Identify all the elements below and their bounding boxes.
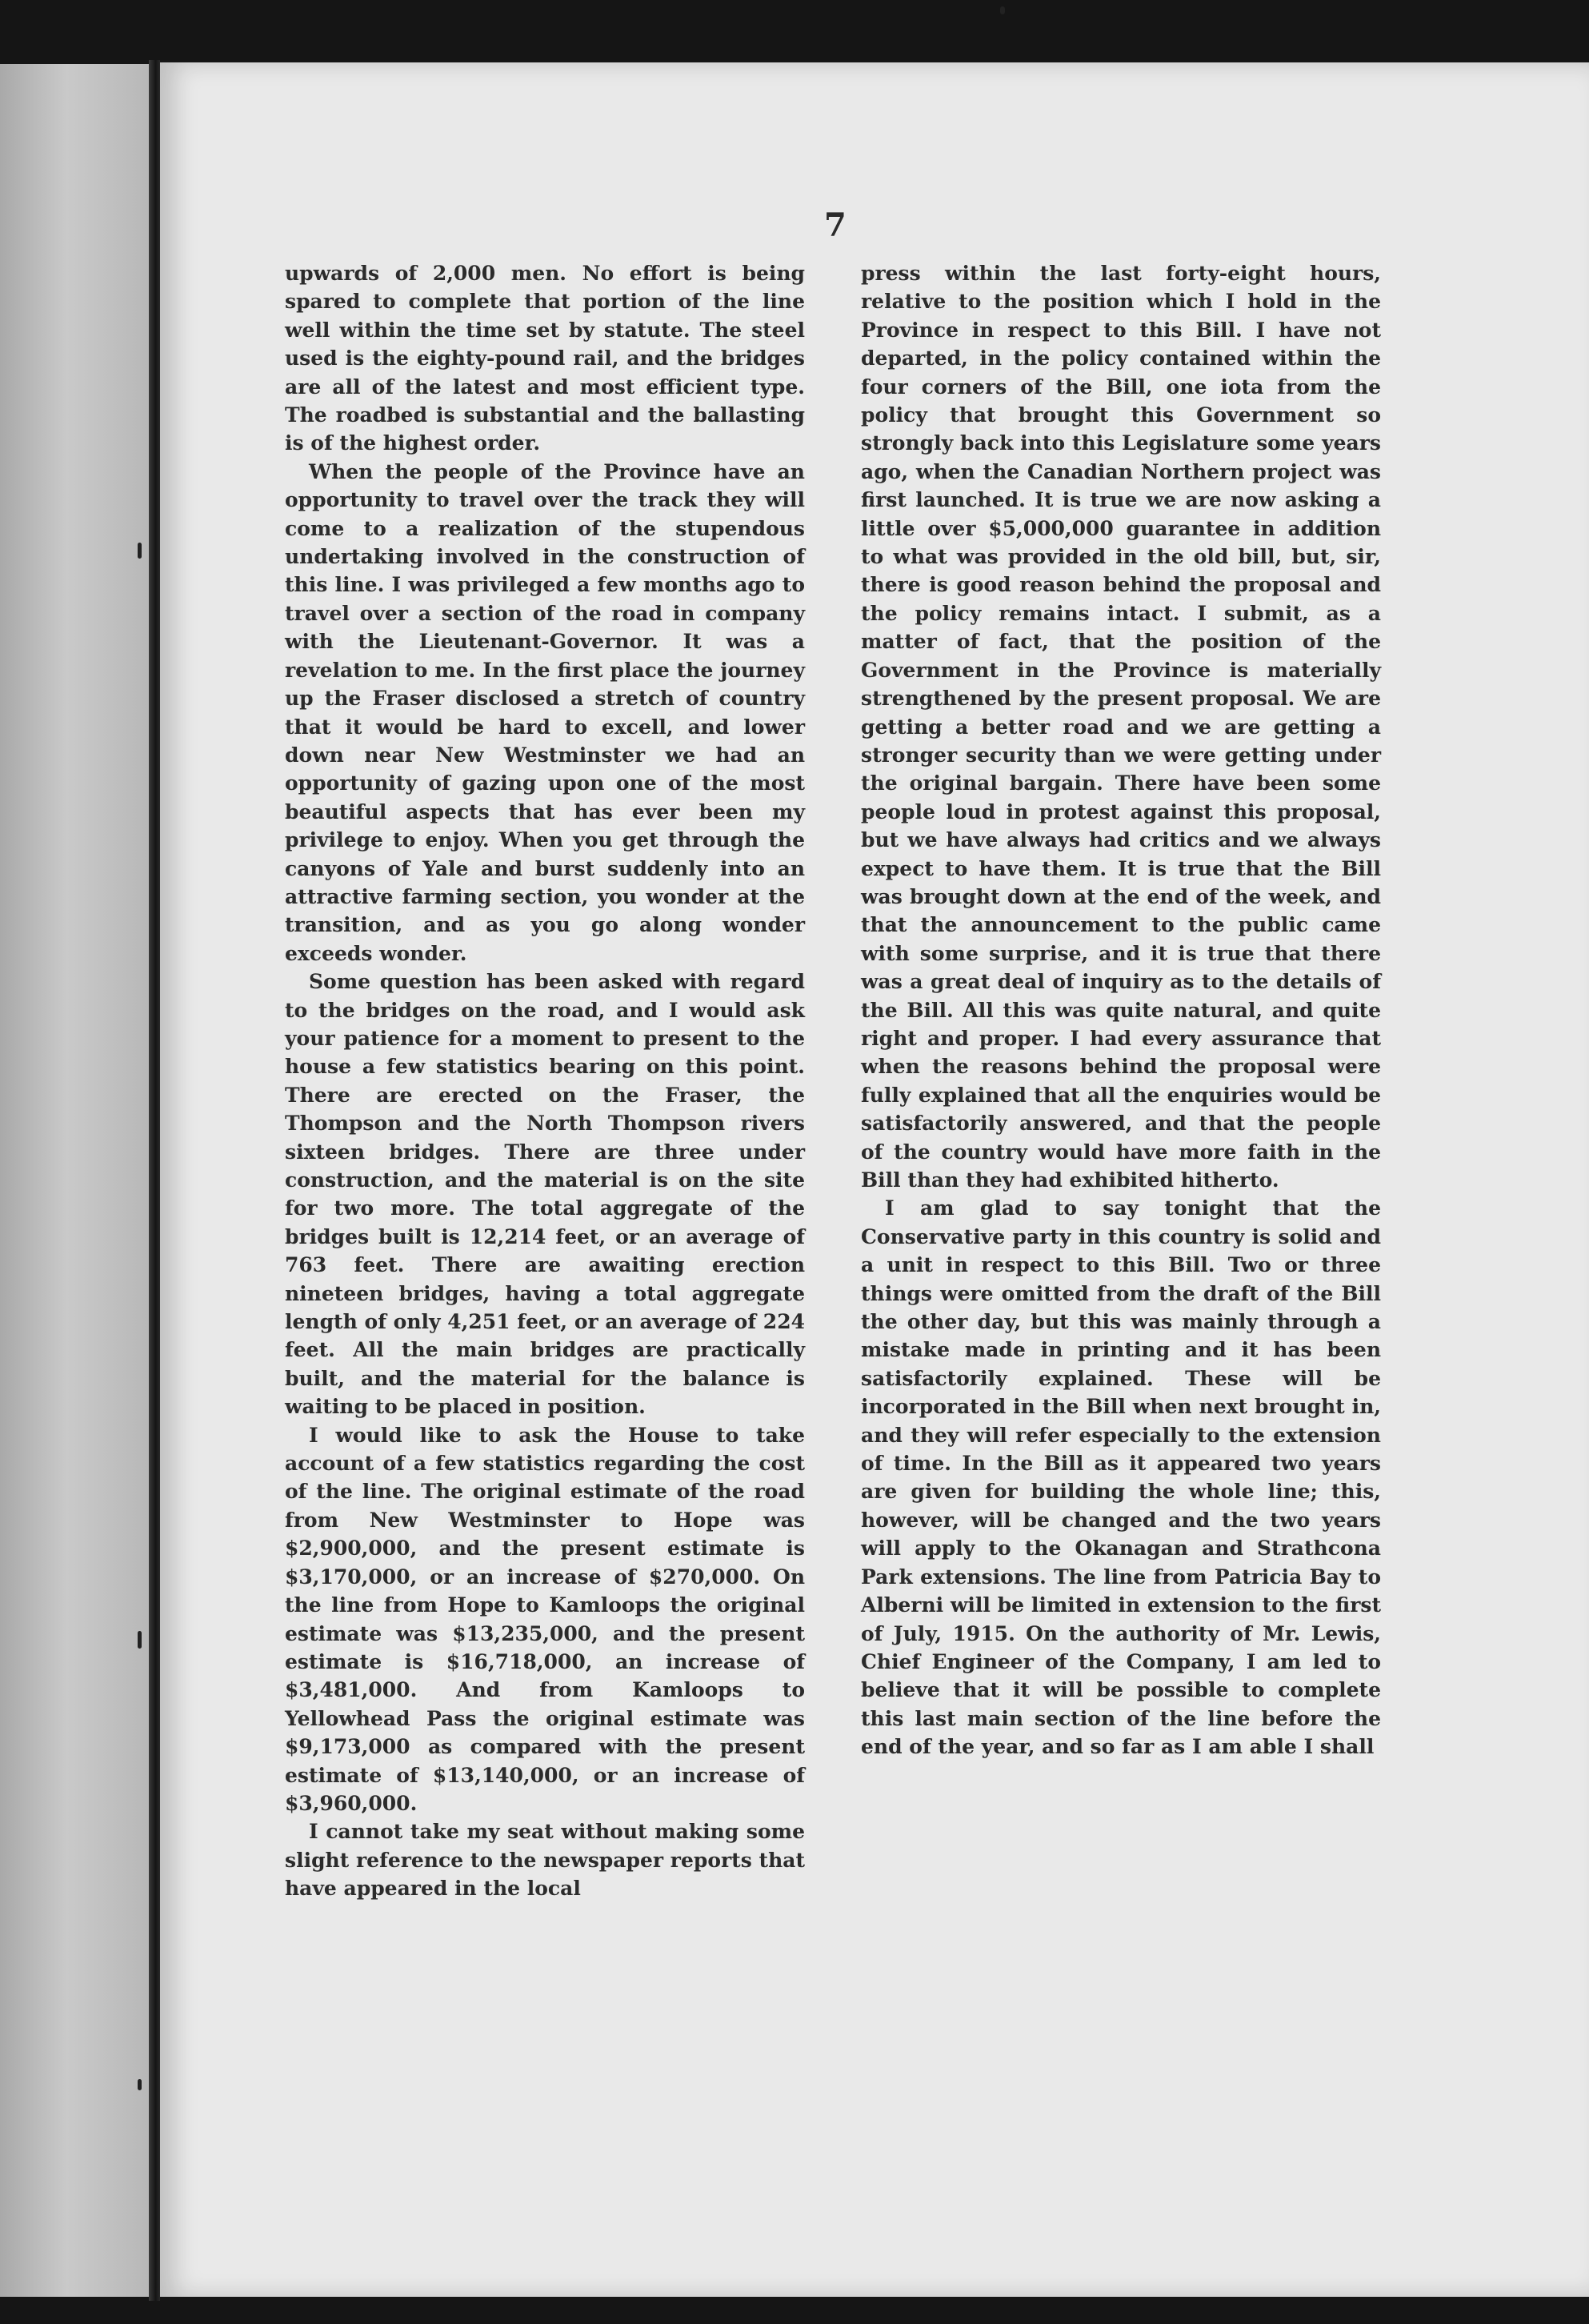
right-text-column <box>861 259 1381 1761</box>
scan-speck <box>138 543 142 559</box>
paragraph: I cannot take my seat without making some slight reference to the newspaper reports that have appeared in the local <box>285 1820 805 1901</box>
paragraph: When the people of the Province have an opportunity to travel over the track they will come to a realization of the stupendous undertaking involved in the construction of this line. I was privileged a few months ago to travel over a section of the road in company with the Lieutenant-Governor. It was a revelation to me. In the first place the journey up the Fraser disclosed a stretch of country that it would be hard to excell, and lower down near New Westminster we had an opportunity of gazing upon one of the most beautiful aspects that has ever been my privilege to enjoy. When you get through the canyons of Yale and burst suddenly into an attractive farming section, you wonder at the transition, and as you go along wonder exceeds wonder. <box>285 459 805 965</box>
scan-speck <box>1000 6 1005 14</box>
paragraph: I am glad to say tonight that the Conservative party in this country is solid and a unit in respect to this Bill. Two or three things were omitted from the draft of the Bill the other day, but this was mainly through a mistake made in printing and it has been satisfactorily explained. These will be incorporated in the Bill when next brought in, and they will refer especially to the extension of time. In the Bill as it appeared two years are given for building the whole line; this, however, will be changed and the two years will apply to the Okanagan and Strathcona Park extensions. The line from Patricia Bay to Alberni will be limited in extension to the first of July, 1915. On the authority of Mr. Lewis, Chief Engineer of the Company, I am led to believe that it will be possible to complete this last main section of the line before the end of the year, and so far as I am able I shall <box>861 1196 1381 1759</box>
binding-fold <box>149 60 160 2301</box>
scan-speck <box>138 1631 142 1649</box>
paragraph: I would like to ask the House to take account of a few statistics regarding the cost of the line. The original estimate of the road from New Westminster to Hope was $2,900,000, and the present estimate is $3,170,000, or an increase of $270,000. On the line from Hope to Kamloops the original estimate was $13,235,000, and the present estimate is $16,718,000, an increase of $3,481,000. And from Kamloops to Yellowhead Pass the original estimate was $9,173,000 as compared with the present estimate of $13,140,000, or an increase of $3,960,000. <box>285 1423 805 1815</box>
page-number: 7 <box>824 206 847 244</box>
paragraph: upwards of 2,000 men. No effort is being spared to complete that portion of the line well within the time set by statute. The steel used is the eighty-pound rail, and the bridges are all of the latest and most efficient type. The roadbed is substantial and the ballasting is of the highest order. <box>285 262 805 455</box>
paragraph: press within the last forty-eight hours, relative to the position which I hold in the Province in respect to this Bill. I have not departed, in the policy contained within the four corners of the Bill, one iota from the policy that brought this Government so strongly back into this Legislature some years ago, when the Canadian Northern project was first launched. It is true we are now asking a little over $5,000,000 guarantee in addition to what was provided in the old bill, but, sir, there is good reason behind the proposal and the policy remains intact. I submit, as a matter of fact, that the position of the Government in the Province is materially strengthened by the present proposal. We are getting a better road and we are getting a stronger security than we were getting under the original bargain. There have been some people loud in protest against this proposal, but we have always had critics and we always expect to have them. It is true that the Bill was brought down at the end of the week, and that the announcement to the public came with some surprise, and it is true that there was a great deal of inquiry as to the details of the Bill. All this was quite natural, and quite right and proper. I had every assurance that when the reasons behind the proposal were fully explained that all the enquiries would be satisfactorily answered, and that the people of the country would have more faith in the Bill than they had exhibited hitherto. <box>861 262 1381 1192</box>
left-text-column <box>285 259 805 1903</box>
scan-speck <box>138 2079 142 2090</box>
paragraph: Some question has been asked with regard to the bridges on the road, and I would ask your patience for a moment to present to the house a few statistics bearing on this point. There are erected on the Fraser, the Thompson and the North Thompson rivers sixteen bridges. There are three under construction, and the material is on the site for two more. The total aggregate of the bridges built is 12,214 feet, or an average of 763 feet. There are awaiting erection nineteen bridges, having a total aggregate length of only 4,251 feet, or an average of 224 feet. All the main bridges are practically built, and the material for the balance is waiting to be placed in position. <box>285 970 805 1419</box>
previous-page-edge <box>0 64 149 2297</box>
